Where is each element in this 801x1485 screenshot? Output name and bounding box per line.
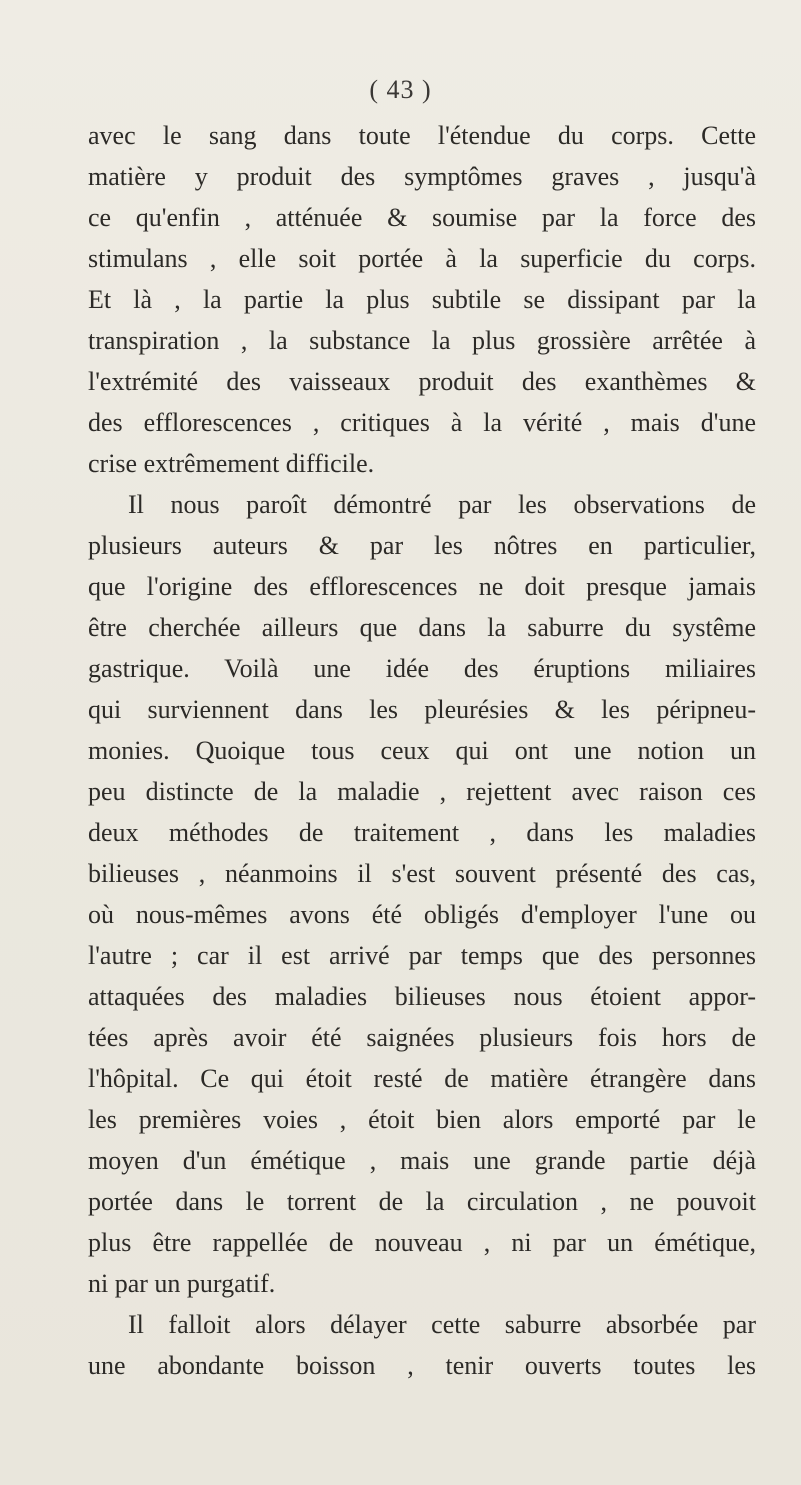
text-line: être cherchée ailleurs que dans la saburre du systême [88,613,756,642]
text-line: avec le sang dans toute l'étendue du corps. Cette [88,121,756,150]
text-line: monies. Quoique tous ceux qui ont une notion un [88,736,756,765]
text-line: Il falloit alors délayer cette saburre absorbée par [128,1310,756,1339]
text-line: moyen d'un émétique , mais une grande partie déjà [88,1146,756,1175]
text-line: qui surviennent dans les pleurésies & les péripneu- [88,695,756,724]
text-line: ni par un purgatif. [88,1269,276,1298]
text-line: l'autre ; car il est arrivé par temps que des personnes [88,941,756,970]
text-line: transpiration , la substance la plus grossière arrêtée à [88,326,756,355]
text-line: ce qu'enfin , atténuée & soumise par la force des [88,203,756,232]
text-line: deux méthodes de traitement , dans les maladies [88,818,756,847]
text-line: Et là , la partie la plus subtile se dissipant par la [88,285,756,314]
text-line: portée dans le torrent de la circulation , ne pouvoit [88,1187,756,1216]
text-line: gastrique. Voilà une idée des éruptions miliaires [88,654,756,683]
text-line: des efflorescences , critiques à la vérité , mais d'une [88,408,756,437]
text-line: une abondante boisson , tenir ouverts toutes les [88,1351,756,1380]
text-line: crise extrêmement difficile. [88,449,375,478]
text-line: l'extrémité des vaisseaux produit des exanthèmes & [88,367,756,396]
text-line: attaquées des maladies bilieuses nous étoient appor- [88,982,756,1011]
text-line: plus être rappellée de nouveau , ni par un émétique, [88,1228,756,1257]
text-line: bilieuses , néanmoins il s'est souvent présenté des cas, [88,859,756,888]
text-line: plusieurs auteurs & par les nôtres en particulier, [88,531,756,560]
text-line: l'hôpital. Ce qui étoit resté de matière étrangère dans [88,1064,756,1093]
text-line: matière y produit des symptômes graves , jusqu'à [88,162,756,191]
text-line: peu distincte de la maladie , rejettent avec raison ces [88,777,756,806]
text-line: où nous-mêmes avons été obligés d'employer l'une ou [88,900,756,929]
text-line: stimulans , elle soit portée à la superficie du corps. [88,244,756,273]
page-number: ( 43 ) [369,75,432,104]
body-text [88,115,756,1386]
text-line: tées après avoir été saignées plusieurs fois hors de [88,1023,756,1052]
text-line: que l'origine des efflorescences ne doit presque jamais [88,572,756,601]
text-line: les premières voies , étoit bien alors emporté par le [88,1105,756,1134]
text-line: Il nous paroît démontré par les observations de [128,490,756,519]
